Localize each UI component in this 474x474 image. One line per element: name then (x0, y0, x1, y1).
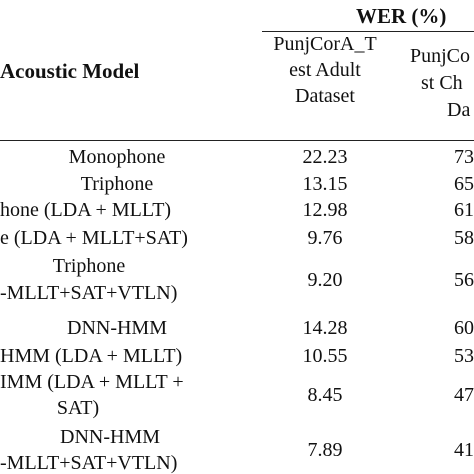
model-cell-line2: SAT) (56, 397, 100, 419)
child-wer-cell: 73 (454, 146, 474, 168)
model-cell: e (LDA + MLLT+SAT) (0, 227, 188, 249)
model-cell: hone (LDA + MLLT) (0, 199, 172, 221)
child-wer-cell: 58 (454, 227, 474, 249)
child-col-header-line3: Da (447, 99, 471, 121)
adult-wer-cell: 8.45 (307, 384, 343, 406)
child-wer-cell: 53 (454, 345, 474, 367)
adult-wer-cell: 7.89 (307, 439, 343, 461)
child-col-header-line1: PunjCo (410, 45, 471, 67)
model-cell: HMM (LDA + MLLT) (0, 345, 183, 367)
adult-wer-cell: 12.98 (302, 199, 348, 221)
child-wer-cell: 47 (454, 384, 474, 406)
adult-wer-cell: 14.28 (302, 317, 348, 339)
child-wer-cell: 60 (454, 317, 474, 339)
adult-wer-cell: 22.23 (302, 146, 348, 168)
child-wer-cell: 56 (454, 269, 474, 291)
child-wer-cell: 61 (454, 199, 474, 221)
child-wer-cell: 41 (454, 439, 474, 461)
adult-wer-cell: 13.15 (302, 173, 348, 195)
model-cell-line1: IMM (LDA + MLLT + (0, 371, 184, 393)
adult-wer-cell: 10.55 (302, 345, 348, 367)
child-col-header-line2: st Ch (421, 72, 463, 94)
model-cell-line2: -MLLT+SAT+VTLN) (0, 282, 178, 304)
adult-col-header-line2: est Adult (289, 59, 361, 81)
model-cell-line1: Triphone (52, 255, 126, 277)
child-wer-cell: 65 (454, 173, 474, 195)
adult-col-header-line3: Dataset (295, 85, 355, 107)
adult-wer-cell: 9.76 (307, 227, 343, 249)
wer-group-header: WER (%) (356, 4, 447, 28)
adult-col-header-line1: PunjCorA_T (273, 33, 377, 55)
header-bottom-rule (0, 140, 474, 141)
model-cell-line2: -MLLT+SAT+VTLN) (0, 452, 178, 474)
model-cell: Monophone (68, 146, 166, 168)
model-cell: Triphone (80, 173, 154, 195)
adult-wer-cell: 9.20 (307, 269, 343, 291)
wer-group-rule (262, 31, 474, 32)
model-cell-line1: DNN-HMM (60, 426, 160, 448)
acoustic-model-header: Acoustic Model (0, 59, 140, 83)
model-cell: DNN-HMM (67, 317, 167, 339)
